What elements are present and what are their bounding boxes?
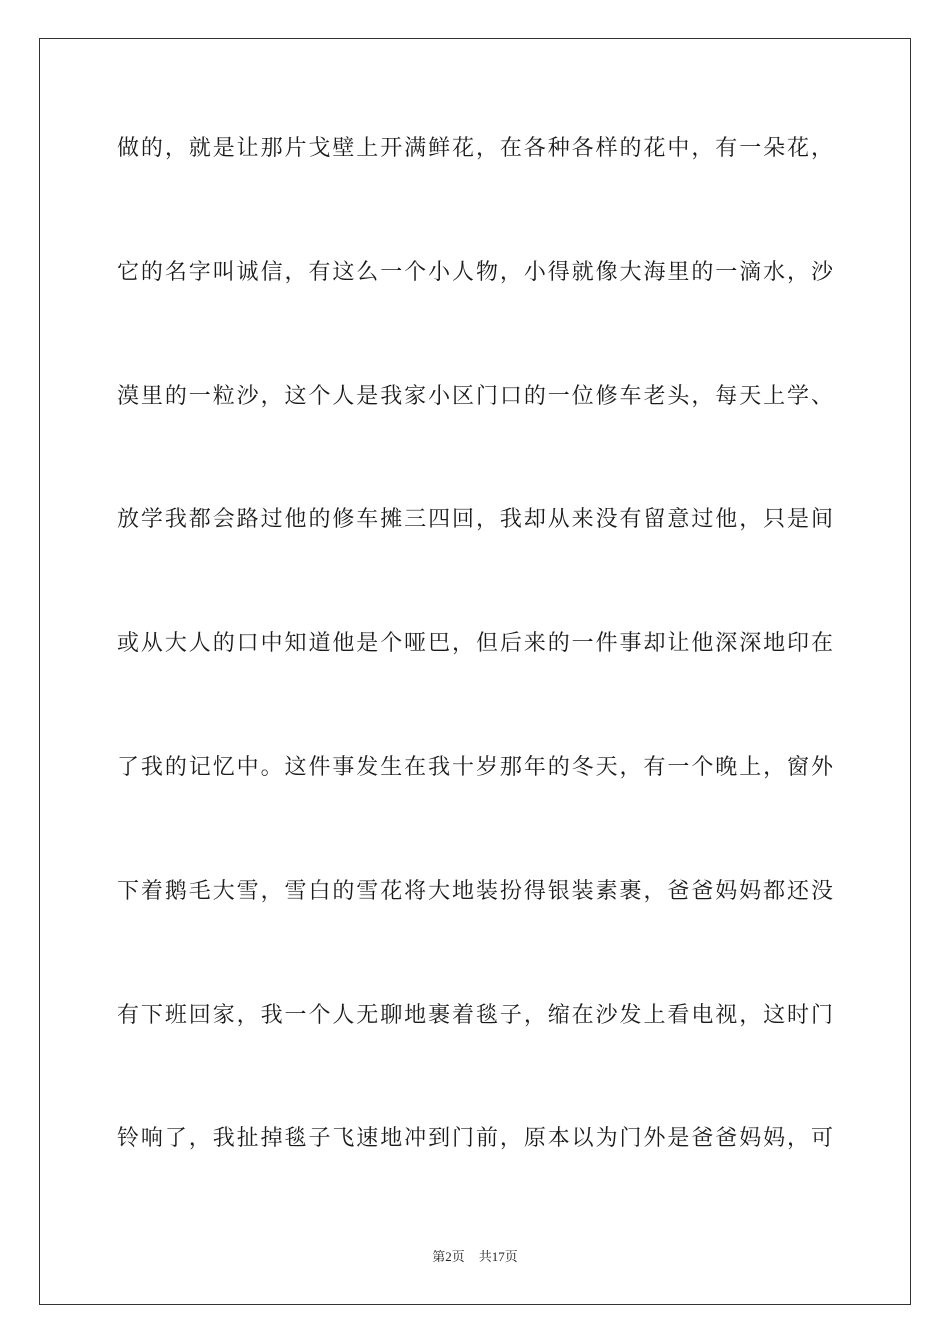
body-line-6: 了我的记忆中。这件事发生在我十岁那年的冬天，有一个晚上，窗外 xyxy=(117,755,835,780)
body-line-3: 漠里的一粒沙，这个人是我家小区门口的一位修车老头，每天上学、 xyxy=(117,384,835,409)
body-line-7: 下着鹅毛大雪，雪白的雪花将大地装扮得银装素裹，爸爸妈妈都还没 xyxy=(117,879,835,904)
body-line-1: 做的，就是让那片戈壁上开满鲜花，在各种各样的花中，有一朵花， xyxy=(117,136,835,161)
page-border xyxy=(39,38,911,1305)
body-line-8: 有下班回家，我一个人无聊地裹着毯子，缩在沙发上看电视，这时门 xyxy=(117,1003,835,1028)
page-number: 第2页 xyxy=(432,1249,465,1264)
body-line-9: 铃响了，我扯掉毯子飞速地冲到门前，原本以为门外是爸爸妈妈，可 xyxy=(117,1126,835,1151)
page-footer xyxy=(0,1248,950,1266)
body-line-5: 或从大人的口中知道他是个哑巴，但后来的一件事却让他深深地印在 xyxy=(117,631,835,656)
body-line-2: 它的名字叫诚信，有这么一个小人物，小得就像大海里的一滴水，沙 xyxy=(117,260,835,285)
page-total: 共17页 xyxy=(478,1249,518,1264)
body-line-4: 放学我都会路过他的修车摊三四回，我却从来没有留意过他，只是间 xyxy=(117,507,835,532)
